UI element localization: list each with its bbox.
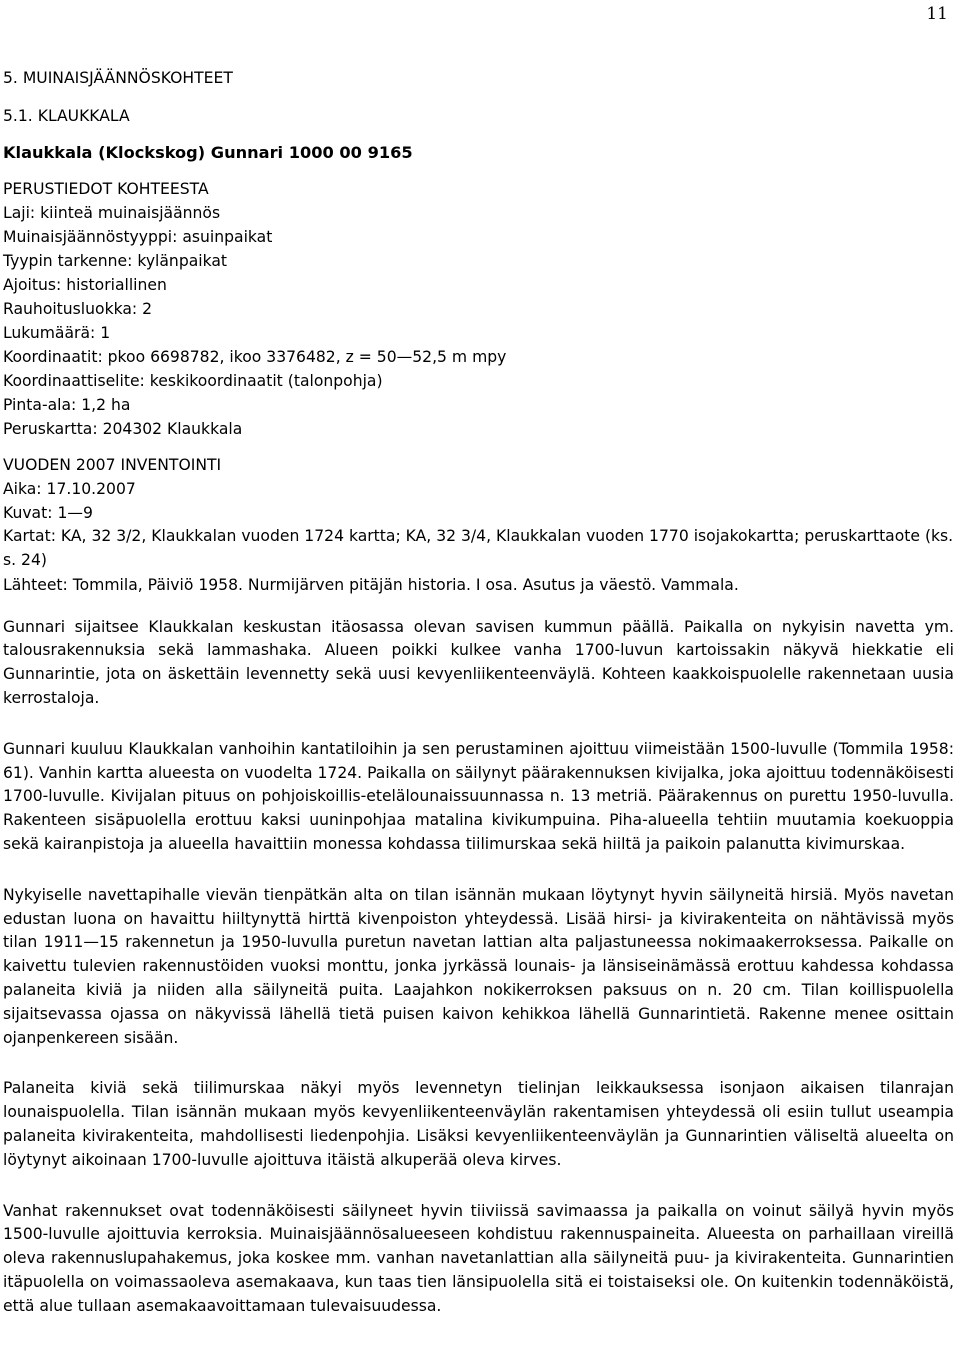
paragraph: Gunnari kuuluu Klaukkalan vanhoihin kantatiloihin ja sen perustaminen ajoittuu viimeistään 1500-luvulle (Tommila 1958: 61). Vanhin kartta alueesta on vuodelta 1724. Paikalla on säilynyt päärakennuksen kivijalka, joka ajoittuu todennäköisesti 1700-luvulle. Kivijalan pituus on pohjoiskoillis-etelälounaissuunnassa n. 13 metriä. Päärakennus on purettu 1950-luvulla. Rakenteen sisäpuolella erottuu kaksi uuninpohjaa matalina kivikumpuina. Piha-alueella tehtiin muutamia koekuoppia sekä kairanpistoja ja alueella havaittiin monessa kohdassa tiilimurskaa sekä hiiltä ja paikoin palanutta kivimurskaa. bbox=[3, 739, 954, 853]
basic-info-line: Muinaisjäännöstyyppi: asuinpaikat bbox=[3, 228, 273, 246]
basic-info-line: Rauhoitusluokka: 2 bbox=[3, 300, 153, 318]
basic-info-line: Laji: kiinteä muinaisjäännös bbox=[3, 204, 221, 222]
page-number: 11 bbox=[926, 4, 948, 24]
section-heading: 5. MUINAISJÄÄNNÖSKOHTEET bbox=[3, 69, 233, 87]
inventory-block bbox=[3, 453, 954, 597]
paragraph: Vanhat rakennukset ovat todennäköisesti säilyneet hyvin tiiviissä savimaassa ja paikalla on voinut säilyä hyvin myös 1500-luvulle ajoittuvia kerroksia. Muinaisjäännösalueeseen kohdistuu rakennuspaineita. Alueesta on parhaillaan vireillä oleva rakennuslupahakemus, joka koskee mm. vanhan navetanlattian alla säilyneitä puu- ja kivirakenteita. Gunnarintien itäpuolella on voimassaoleva asemakaava, kun taas tien länsipuolella sitä ei toistaiseksi ole. On kuitenkin todennäköistä, että alue tullaan asemakaavoittamaan tulevaisuudessa. bbox=[3, 1201, 954, 1315]
basic-info-line: Koordinaattiselite: keskikoordinaatit (talonpohja) bbox=[3, 372, 383, 390]
subsection-heading: 5.1. KLAUKKALA bbox=[3, 107, 130, 125]
inventory-maps: Kartat: KA, 32 3/2, Klaukkalan vuoden 1724 kartta; KA, 32 3/4, Klaukkalan vuoden 1770 isojakokartta; peruskarttaote (ks. s. 24) bbox=[3, 527, 954, 569]
inventory-sources: Lähteet: Tommila, Päiviö 1958. Nurmijärven pitäjän historia. I osa. Asutus ja väestö. Vammala. bbox=[3, 575, 739, 594]
paragraph: Palaneita kiviä sekä tiilimurskaa näkyi myös levennetyn tielinjan leikkauksessa isonjaon aikaisen tilanrajan lounaispuolella. Tilan isännän mukaan myös kevyenliikenteenväylän rakentamisen yhteydessä oli esiin tullut useampia palaneita kivirakenteita, mahdollisesti liedenpohjia. Lisäksi kevyenliikenteenväylän ja Gunnarintien väliseltä alueelta on löytynyt aikoinaan 1700-luvulle ajoittuva itäistä alkuperää oleva kirves. bbox=[3, 1079, 954, 1169]
paragraph: Nykyiselle navettapihalle vievän tienpätkän alta on tilan isännän mukaan löytynyt hyvin säilyneitä hirsiä. Myös navetan edustan luona on havaittu hiiltynyttä hirttä kivenpoiston yhteydessä. Lisää hirsi- ja kivirakenteita on nähtävissä myös tilan 1911—15 rakennetun ja 1950-luvulla puretun navetan lattian alta paljastuneessa nokimaakerroksessa. Paikalle on kaivettu tulevien rakennustöiden vuoksi monttu, jonka jyrkässä lounais- ja länsiseinämässä erottuu kahdessa kohdassa palaneita kiviä ja niiden alla säilyneitä puita. Laajahkon nokikerroksen paksuus on n. 20 cm. Tilan koillispuolella sijaitsevassa ojassa on näkyvissä lähellä tietä puisen kaivon kehikkoa lähellä Gunnarintietä. Rakenne menee osittain ojanpenkereen sisään. bbox=[3, 885, 954, 1047]
basic-info-line: Koordinaatit: pkoo 6698782, ikoo 3376482, z = 50—52,5 m mpy bbox=[3, 348, 507, 366]
inventory-line: Aika: 17.10.2007 bbox=[3, 480, 136, 498]
basic-info-heading: PERUSTIEDOT KOHTEESTA bbox=[3, 180, 209, 198]
basic-info-line: Ajoitus: historiallinen bbox=[3, 276, 167, 294]
paragraph: Gunnari sijaitsee Klaukkalan keskustan itäosassa olevan savisen kummun päällä. Paikalla on nykyisin navetta ym. talousrakennuksia sekä lammashaka. Alueen poikki kulkee vanha 1700-luvun kartoissakin näkyvä hiekkatie eli Gunnarintie, jota on äskettäin levennetty sekä uusi kevyenliikenteenväylä. Kohteen kaakkoispuolelle rakennetaan uusia kerrostaloja. bbox=[3, 617, 954, 707]
site-title: Klaukkala (Klockskog) Gunnari 1000 00 9165 bbox=[3, 143, 413, 162]
inventory-line: Kuvat: 1—9 bbox=[3, 504, 93, 522]
inventory-heading: VUODEN 2007 INVENTOINTI bbox=[3, 456, 222, 474]
basic-info-line: Lukumäärä: 1 bbox=[3, 324, 111, 342]
basic-info-line: Tyypin tarkenne: kylänpaikat bbox=[3, 252, 228, 270]
basic-info-line: Peruskartta: 204302 Klaukkala bbox=[3, 420, 243, 438]
basic-info-block bbox=[3, 177, 954, 441]
basic-info-line: Pinta-ala: 1,2 ha bbox=[3, 396, 131, 414]
document-body bbox=[3, 66, 954, 1319]
